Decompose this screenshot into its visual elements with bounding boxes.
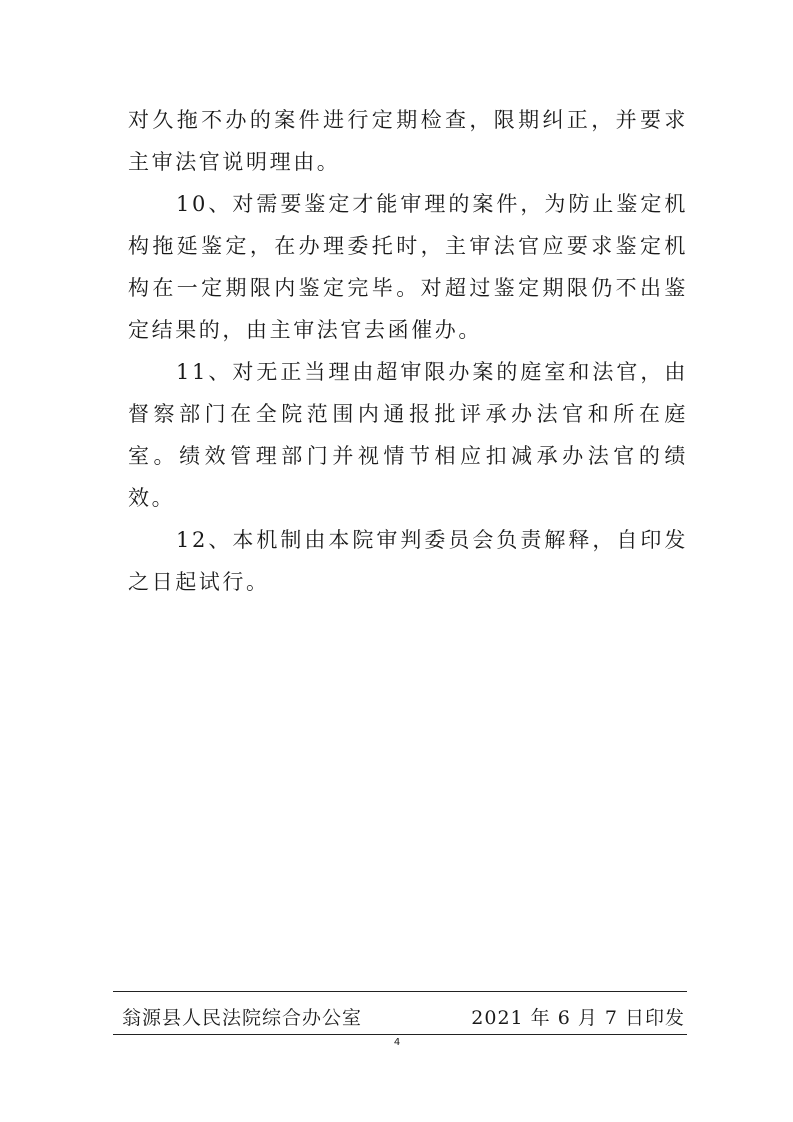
paragraph-item-11: 11、对无正当理由超审限办案的庭室和法官，由督察部门在全院范围内通报批评承办法官和所在庭室。绩效管理部门并视情节相应扣减承办法官的绩效。	[128, 360, 688, 510]
paragraph-item-12: 12、本机制由本院审判委员会负责解释，自印发之日起试行。	[128, 528, 688, 594]
footer-bottom-rule	[113, 1034, 687, 1035]
footer-issuer: 翁源县人民法院综合办公室	[122, 1007, 363, 1029]
document-body	[128, 99, 688, 603]
footer-top-rule	[113, 991, 687, 992]
paragraph-item-10: 10、对需要鉴定才能审理的案件，为防止鉴定机构拖延鉴定，在办理委托时，主审法官应要求鉴定机构在一定期限内鉴定完毕。对超过鉴定期限仍不出鉴定结果的，由主审法官去函催办。	[128, 192, 688, 342]
paragraph-continuation: 对久拖不办的案件进行定期检查，限期纠正，并要求主审法官说明理由。	[128, 108, 688, 174]
page-number: 4	[393, 1037, 401, 1048]
footer-issue-date: 2021 年 6 月 7 日印发	[471, 1007, 685, 1029]
